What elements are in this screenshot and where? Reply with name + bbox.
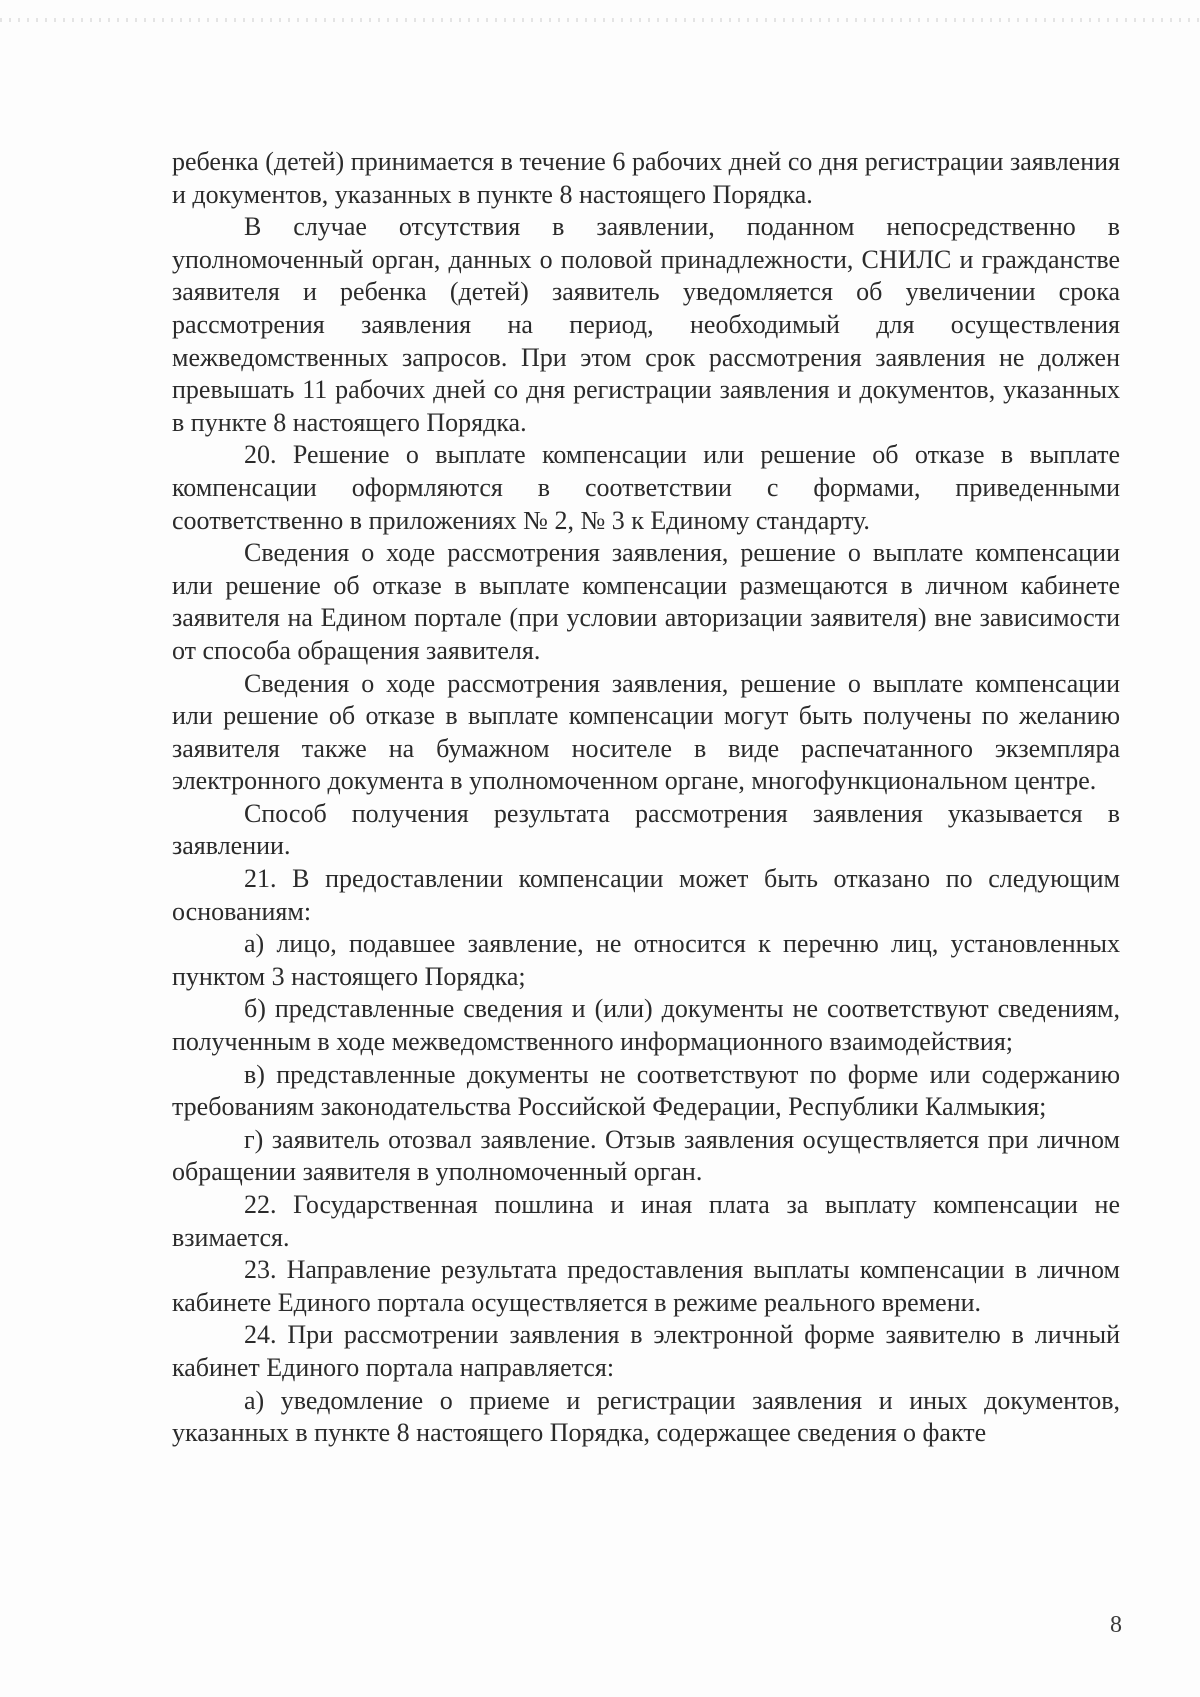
paragraph-23: 23. Направление результата предоставления выплаты компенсации в личном кабинете Единого портала осуществляется в режиме реального времени. — [172, 1255, 1120, 1317]
list-item-a: а) лицо, подавшее заявление, не относится к перечню лиц, установленных пунктом 3 настоящего Порядка; — [172, 929, 1120, 991]
document-body — [172, 146, 1120, 1450]
list-item-24-a: а) уведомление о приеме и регистрации заявления и иных документов, указанных в пункте 8 настоящего Порядка, содержащее сведения о факте — [172, 1385, 1120, 1448]
paragraph-24: 24. При рассмотрении заявления в электронной форме заявителю в личный кабинет Единого портала направляется: — [172, 1320, 1120, 1382]
paragraph-result-method: Способ получения результата рассмотрения заявления указывается в заявлении. — [172, 798, 1120, 861]
scan-artifact-line — [0, 18, 1200, 22]
page-number: 8 — [1110, 1612, 1122, 1638]
paragraph-status-portal: Сведения о ходе рассмотрения заявления, решение о выплате компенсации или решение об отказе в выплате компенсации размещаются в личном кабинете заявителя на Едином портале (при условии авторизации заявителя) вне зависимости от способа обращения заявителя. — [172, 538, 1120, 665]
paragraph-21: 21. В предоставлении компенсации может быть отказано по следующим основаниям: — [172, 864, 1120, 926]
paragraph-missing-data: В случае отсутствия в заявлении, поданном непосредственно в уполномоченный орган, данных о половой принадлежности, СНИЛС и гражданстве заявителя и ребенка (детей) заявитель уведомляется об увеличении срока рассмотрения заявления на период, необходимый для осуществления межведомственных запросов. При этом срок рассмотрения заявления не должен превышать 11 рабочих дней со дня регистрации заявления и документов, указанных в пункте 8 настоящего Порядка. — [172, 212, 1120, 437]
paragraph-continuation: ребенка (детей) принимается в течение 6 рабочих дней со дня регистрации заявления и документов, указанных в пункте 8 настоящего Порядка. — [172, 147, 1120, 209]
list-item-b: б) представленные сведения и (или) документы не соответствуют сведениям, полученным в ходе межведомственного информационного взаимодействия; — [172, 994, 1120, 1057]
list-item-v: в) представленные документы не соответствуют по форме или содержанию требованиям законодательства Российской Федерации, Республики Калмыкия; — [172, 1059, 1120, 1122]
paragraph-status-paper: Сведения о ходе рассмотрения заявления, решение о выплате компенсации или решение об отказе в выплате компенсации могут быть получены по желанию заявителя также на бумажном носителе в виде распечатанного экземпляра электронного документа в уполномоченном органе, многофункциональном центре. — [172, 668, 1120, 796]
paragraph-22: 22. Государственная пошлина и иная плата за выплату компенсации не взимается. — [172, 1190, 1120, 1252]
list-item-g: г) заявитель отозвал заявление. Отзыв заявления осуществляется при личном обращении заявителя в уполномоченный орган. — [172, 1124, 1120, 1187]
paragraph-20: 20. Решение о выплате компенсации или решение об отказе в выплате компенсации оформляются в соответствии с формами, приведенными соответственно в приложениях № 2, № 3 к Единому стандарту. — [172, 440, 1120, 535]
